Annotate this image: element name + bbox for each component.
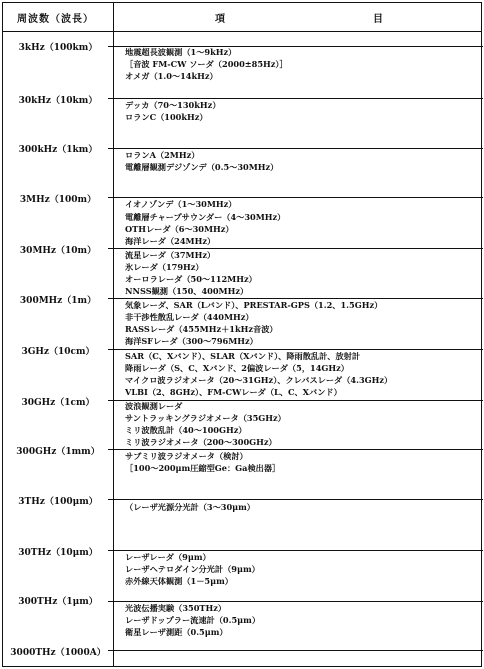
item-line: レーザヘテロダイン分光計（9μm） — [125, 564, 260, 574]
frequency-column-header: 周波数（波長） — [17, 14, 94, 25]
frequency-tick — [108, 349, 483, 350]
item-line: ミリ波散乱計（40～100GHz） — [125, 425, 247, 435]
item-line: OTHレーダ（6～30MHz） — [125, 224, 234, 234]
item-column-header-right: 目 — [373, 14, 384, 25]
item-line: 氷レーダ（179Hz） — [125, 262, 204, 272]
frequency-tick — [108, 601, 483, 602]
frequency-label: 3GHz（10cm） — [21, 347, 95, 357]
item-line: ［100～200μm圧縮型Ge：Ga検出器］ — [125, 463, 281, 473]
frequency-tick — [108, 650, 483, 651]
item-line: デッカ（70～130kHz） — [125, 100, 221, 110]
frequency-tick — [108, 499, 483, 500]
item-line: オーロラレーダ（50～112MHz） — [125, 274, 257, 284]
frequency-label: 300THz（1μm） — [18, 597, 98, 607]
item-line: 電離層観測デジゾンデ（0.5～30MHz） — [125, 162, 279, 172]
frequency-tick — [108, 148, 483, 149]
frequency-label: 3000THz（1000A） — [10, 648, 106, 658]
item-line: 波浪観測レーダ — [125, 401, 183, 411]
frequency-label: 300MHz（1m） — [19, 296, 97, 306]
item-line: マイクロ波ラジオメータ（20～31GHz）、クレバスレーダ（4.3GHz） — [125, 375, 393, 385]
frequency-label: 30THz（10μm） — [18, 548, 98, 558]
item-line: サントラッキングラジオメータ（35GHz） — [125, 413, 286, 423]
item-line: NNSS観測（150、400MHz） — [125, 286, 249, 296]
frequency-tick — [108, 449, 483, 450]
item-line: ミリ波ラジオメータ（200～300GHz） — [125, 437, 277, 447]
frequency-tick — [108, 298, 483, 299]
item-line: SAR（C、Xバンド）、SLAR（Xバンド）、降雨散乱計、放射計 — [125, 351, 361, 361]
frequency-tick — [108, 98, 483, 99]
frequency-label: 300GHz（1mm） — [16, 447, 100, 457]
item-line: ロランA（2MHz） — [125, 150, 200, 160]
item-line: 衛星レーザ測距（0.5μm） — [125, 627, 228, 637]
column-divider — [113, 3, 114, 666]
frequency-tick — [108, 197, 483, 198]
frequency-tick — [108, 248, 483, 249]
frequency-tick — [108, 550, 483, 551]
header-divider — [3, 31, 481, 32]
item-line: 海洋レーダ（24MHz） — [125, 236, 216, 246]
item-line: 気象レーダ、SAR（Lバンド）、PRESTAR-GPS（1.2、1.5GHz） — [125, 300, 383, 310]
item-line: ［音波 FM-CW ソーダ（2000±85Hz）］ — [125, 59, 288, 69]
item-line: RASSレーダ（455MHz＋1kHz音波） — [125, 324, 278, 334]
item-line: 海洋SFレーダ（300～796MHz） — [125, 336, 258, 346]
item-line: 光波伝播実験（350THz） — [125, 603, 227, 613]
item-line: レーザドップラー流速計（0.5μm） — [125, 615, 261, 625]
item-line: 赤外線天体観測（1－5μm） — [125, 576, 233, 586]
item-line: （レーザ光源分光計（3～30μm） — [125, 502, 255, 512]
frequency-table — [2, 2, 482, 667]
frequency-label: 30kHz（10km） — [18, 96, 98, 106]
item-line: ロランC（100kHz） — [125, 112, 208, 122]
item-line: 非干渉性散乱レーダ（440MHz） — [125, 312, 254, 322]
item-line: レーザレーダ（9μm） — [125, 552, 211, 562]
frequency-label: 30GHz（1cm） — [21, 398, 95, 408]
item-column-header-left: 項 — [215, 14, 226, 25]
item-line: 流星レーダ（37MHz） — [125, 250, 216, 260]
item-line: 電離層チャープサウンダー（4～30MHz） — [125, 212, 286, 222]
item-line: 地震超長波観測（1～9kHz） — [125, 47, 237, 57]
item-line: 降雨レーダ（S、C、Xバンド、2偏波レーダ（5，14GHz） — [125, 363, 349, 373]
frequency-label: 3kHz（100km） — [18, 43, 98, 53]
frequency-label: 30MHz（10m） — [19, 246, 97, 256]
item-line: サブミリ波ラジオメータ（検討） — [125, 451, 248, 461]
item-line: オメガ（1.0～14kHz） — [125, 71, 218, 81]
item-line: VLBI（2、8GHz）、FM-CWレーダ（L、C、Xバンド） — [125, 387, 342, 397]
item-line: イオノゾンデ（1～30MHz） — [125, 199, 237, 209]
frequency-label: 3MHz（100m） — [19, 195, 97, 205]
frequency-label: 3THz（100μm） — [18, 497, 98, 507]
frequency-label: 300kHz（1km） — [18, 145, 98, 155]
